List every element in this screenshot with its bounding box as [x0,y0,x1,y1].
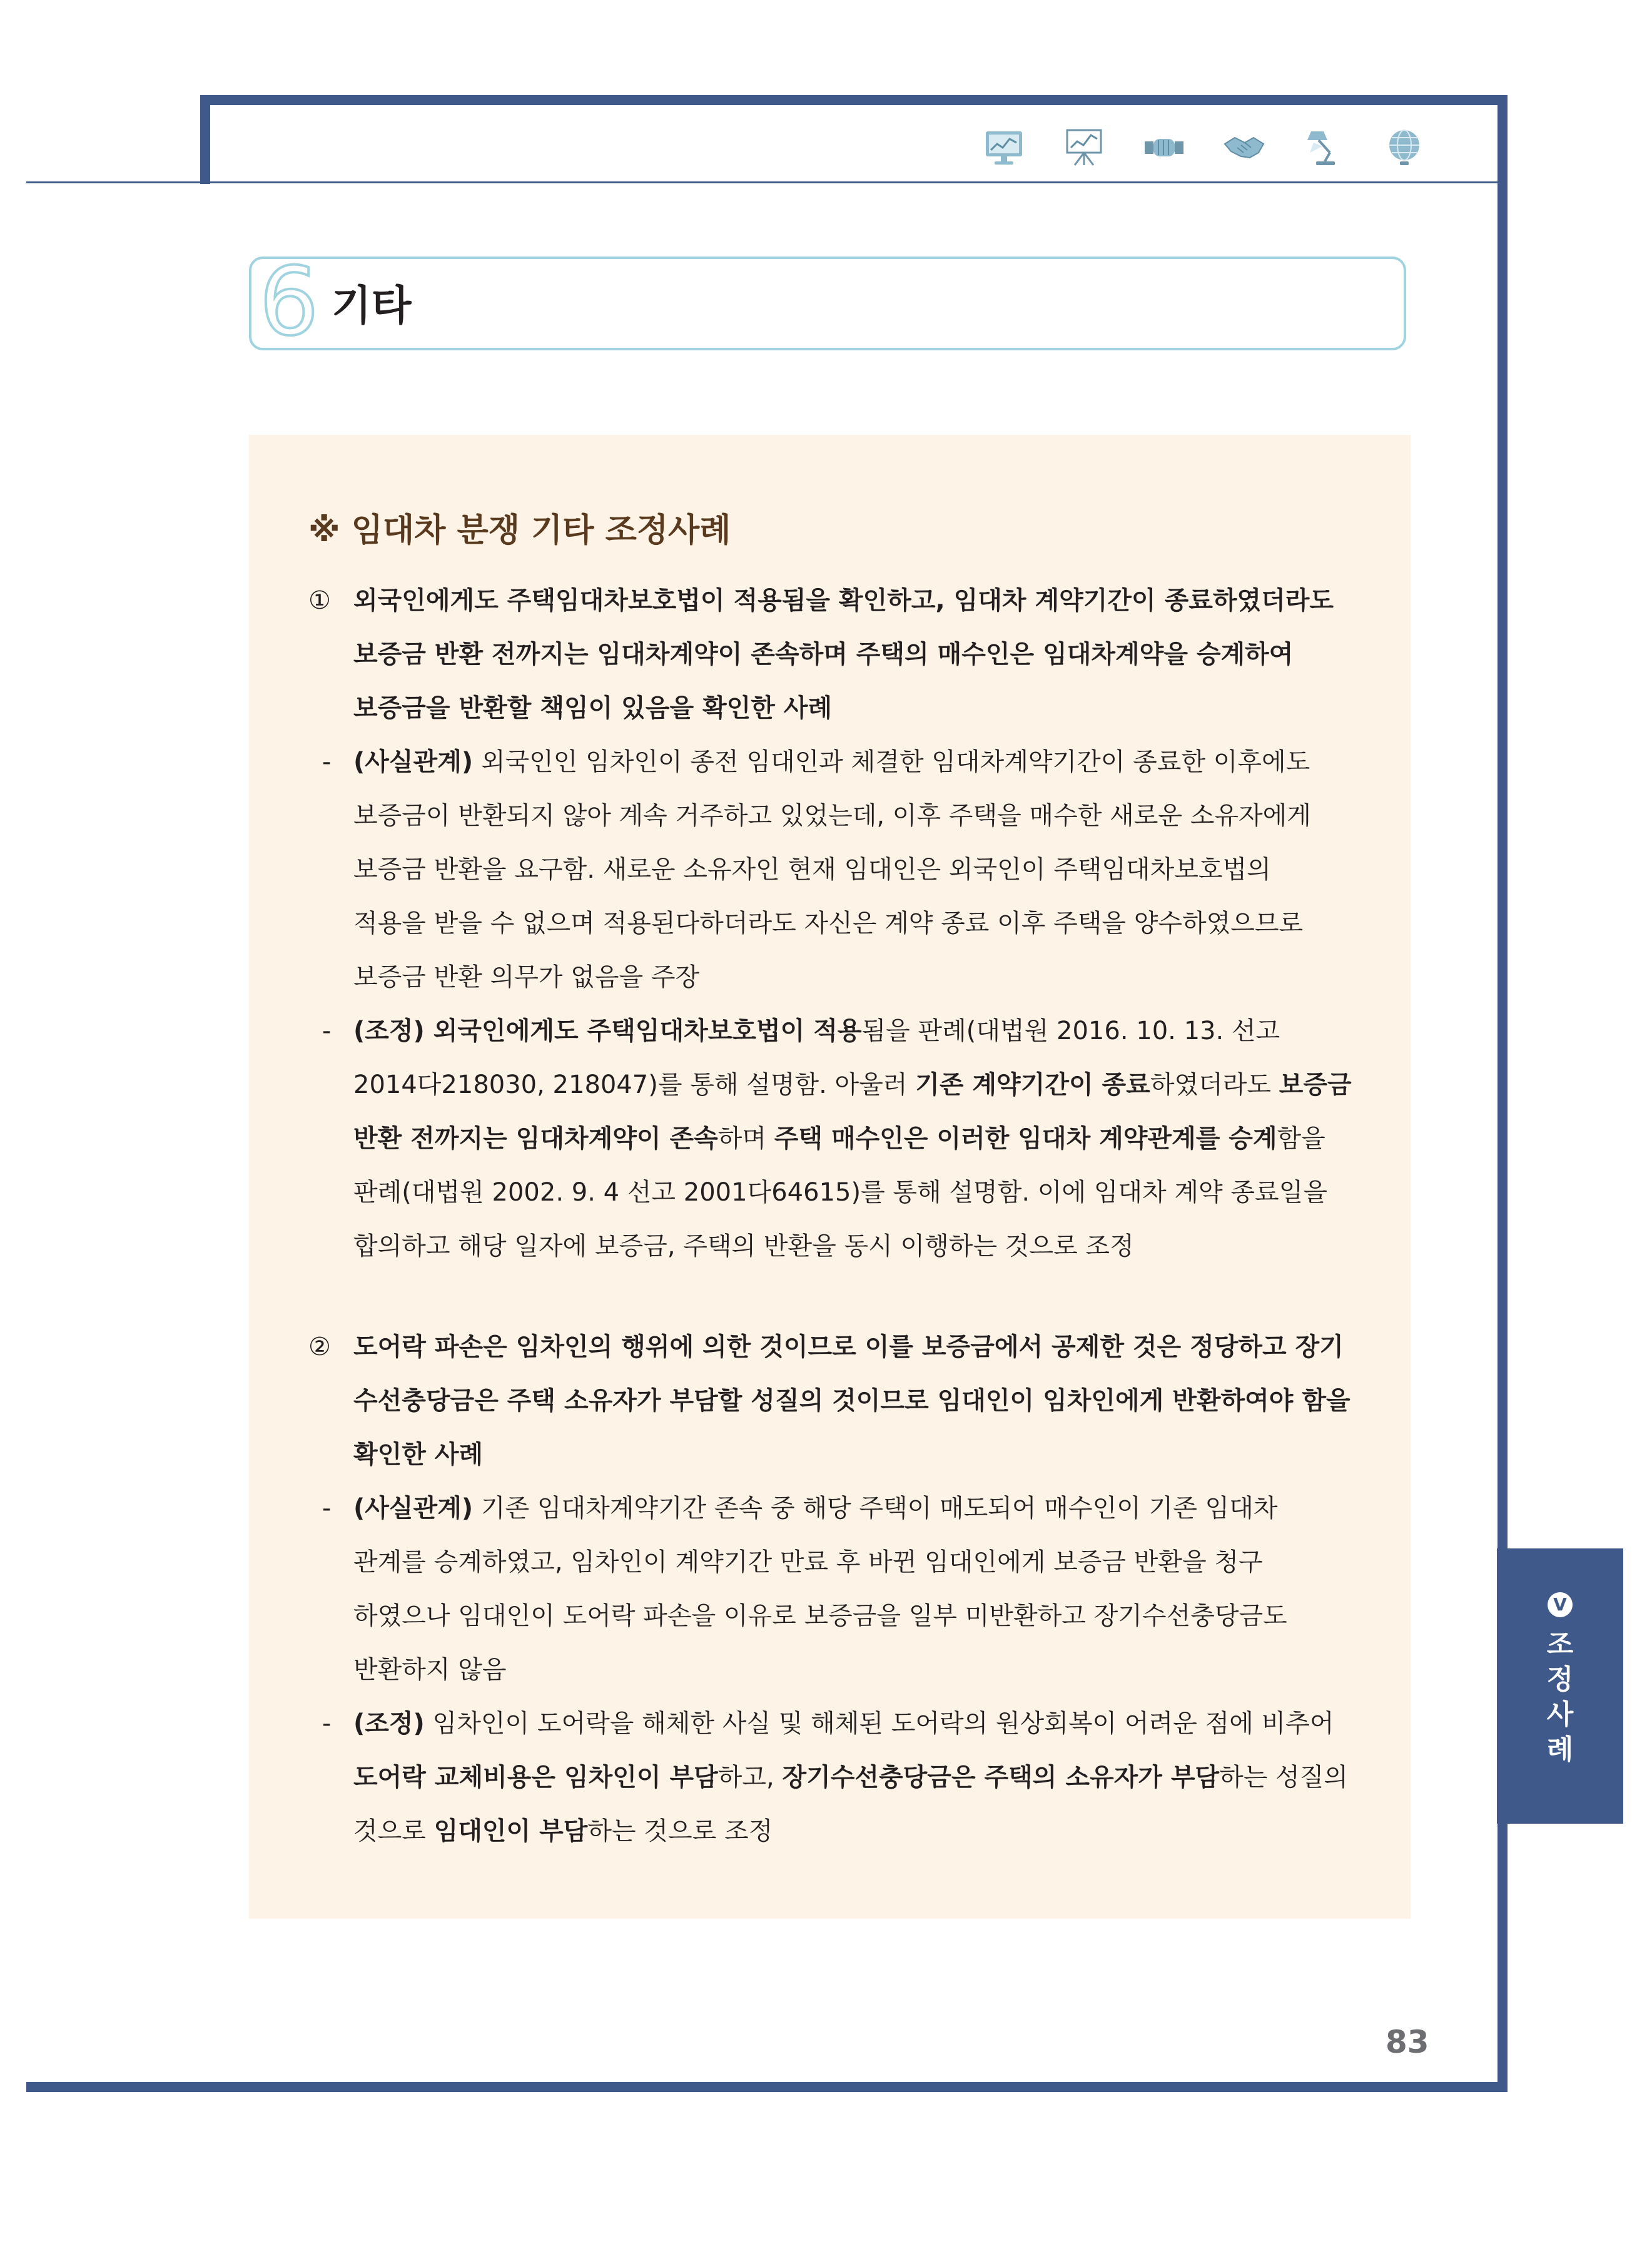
frame-top [200,95,1508,105]
monitor-chart-icon [982,125,1026,169]
mediation-text: 하는 것으로 조정 [587,1817,773,1846]
case-1-facts [308,735,1372,1004]
chapter-badge: V [1548,1592,1573,1617]
facts-text: 보증금 반환 의무가 없음을 주장 [353,963,700,992]
tab-char: 사 [1546,1699,1574,1730]
dash-marker: - [322,1494,332,1523]
mediation-bold-text: 주택 매수인은 이러한 임대차 계약관계를 승계 [774,1124,1277,1153]
mediation-text: 하고, [717,1763,783,1792]
mediation-text: 2014다218030, 218047)를 통해 설명함. 아울러 [353,1070,916,1099]
header-icons [982,125,1426,175]
case-2-title-line: 확인한 사례 [353,1440,484,1469]
facts-text: 적용을 받을 수 없으며 적용된다하더라도 자신은 계약 종료 이후 주택을 양수하였으므로 [353,909,1304,938]
header-rule [26,181,1508,183]
dash-marker: - [322,1017,332,1045]
dash-marker: - [322,1709,332,1738]
case-content-box [249,435,1411,1919]
chapter-side-tab[interactable] [1497,1548,1623,1824]
mediation-text: 임차인이 도어락을 해체한 사실 및 해체된 도어락의 원상회복이 어려운 점에 비추어 [424,1709,1334,1738]
globe-icon [1382,125,1426,169]
mediation-label: (조정) [353,1017,425,1045]
case-2-mediation [308,1697,1372,1858]
facts-text: 보증금이 반환되지 않아 계속 거주하고 있었는데, 이후 주택을 매수한 새로운 소유자에게 [353,801,1311,830]
facts-text: 외국인인 임차인이 종전 임대인과 체결한 임대차계약기간이 종료한 이후에도 [473,748,1310,776]
handshake-fist-icon [1142,125,1186,169]
dash-marker: - [322,748,332,776]
mediation-bold-text: 기존 계약기간이 종료 [915,1070,1150,1099]
mediation-bold-text: 보증금 [1279,1070,1352,1099]
case-2-facts [308,1481,1372,1697]
case-2-title-line: 도어락 파손은 임차인의 행위에 의한 것이므로 이를 보증금에서 공제한 것은 정당하고 장기 [353,1333,1344,1361]
case-2 [308,1320,1372,1858]
case-1 [308,574,1372,1273]
case-1-title-line: 보증금을 반환할 책임이 있음을 확인한 사례 [353,694,833,723]
facts-label: (사실관계) [353,748,474,776]
mediation-bold-text: 임대인이 부담 [433,1817,588,1846]
case-2-title [308,1320,1372,1481]
tab-char: 정 [1546,1664,1574,1695]
mediation-text: 합의하고 해당 일자에 보증금, 주택의 반환을 동시 이행하는 것으로 조정 [353,1232,1134,1261]
mediation-label: (조정) [353,1709,425,1738]
section-title: 기타 [332,282,412,330]
chapter-tab-label [1497,1627,1623,1767]
page-number: 83 [1386,2024,1429,2060]
tab-char: 조 [1546,1629,1574,1660]
case-2-number: ② [308,1333,331,1361]
mediation-text: 하며 [717,1124,774,1153]
case-1-title [308,574,1372,735]
mediation-bold-text: 도어락 교체비용은 임차인이 부담 [353,1763,718,1792]
tab-char: 례 [1546,1734,1574,1766]
desk-lamp-icon [1302,125,1346,169]
case-1-title-line: 외국인에게도 주택임대차보호법이 적용됨을 확인하고, 임대차 계약기간이 종료하였더라도 [353,586,1334,615]
mediation-bold-text: 반환 전까지는 임대차계약이 존속 [353,1124,718,1153]
box-heading: ※ 임대차 분쟁 기타 조정사례 [308,512,731,549]
mediation-text: 하는 성질의 [1219,1763,1349,1792]
facts-text: 하였으나 임대인이 도어락 파손을 이유로 보증금을 일부 미반환하고 장기수선충당금도 [353,1602,1287,1630]
facts-text: 보증금 반환을 요구함. 새로운 소유자인 현재 임대인은 외국인이 주택임대차보호법의 [353,855,1271,884]
mediation-text: 것으로 [353,1817,434,1846]
case-1-number: ① [308,586,331,615]
facts-text: 반환하지 않음 [353,1655,507,1684]
mediation-text: 판례(대법원 2002. 9. 4 선고 2001다64615)를 통해 설명함. 이에 임대차 계약 종료일을 [353,1178,1327,1207]
facts-label: (사실관계) [353,1494,474,1523]
frame-left [200,95,210,184]
frame-bottom [26,2082,1508,2092]
mediation-bold-text: 장기수선충당금은 주택의 소유자가 부담 [782,1763,1220,1792]
case-2-title-line: 수선충당금은 주택 소유자가 부담할 성질의 것이므로 임대인이 임차인에게 반환하여야 함을 [353,1386,1350,1415]
facts-text: 기존 임대차계약기간 존속 중 해당 주택이 매도되어 매수인이 기존 임대차 [473,1494,1278,1523]
mediation-text: 함을 [1277,1124,1325,1153]
facts-text: 관계를 승계하였고, 임차인이 계약기간 만료 후 바뀐 임대인에게 보증금 반환을 청구 [353,1548,1263,1577]
mediation-text: 됨을 판례(대법원 2016. 10. 13. 선고 [861,1017,1280,1045]
section-title-box [249,248,1406,357]
case-1-title-line: 보증금 반환 전까지는 임대차계약이 존속하며 주택의 매수인은 임대차계약을 승계하여 [353,640,1294,669]
mediation-bold-text: 외국인에게도 주택임대차보호법이 적용 [424,1017,862,1045]
section-number: 6 [259,248,319,357]
mediation-text: 하였더라도 [1150,1070,1279,1099]
handshake-icon [1222,125,1266,169]
case-1-mediation [308,1004,1372,1273]
easel-chart-icon [1062,125,1106,169]
